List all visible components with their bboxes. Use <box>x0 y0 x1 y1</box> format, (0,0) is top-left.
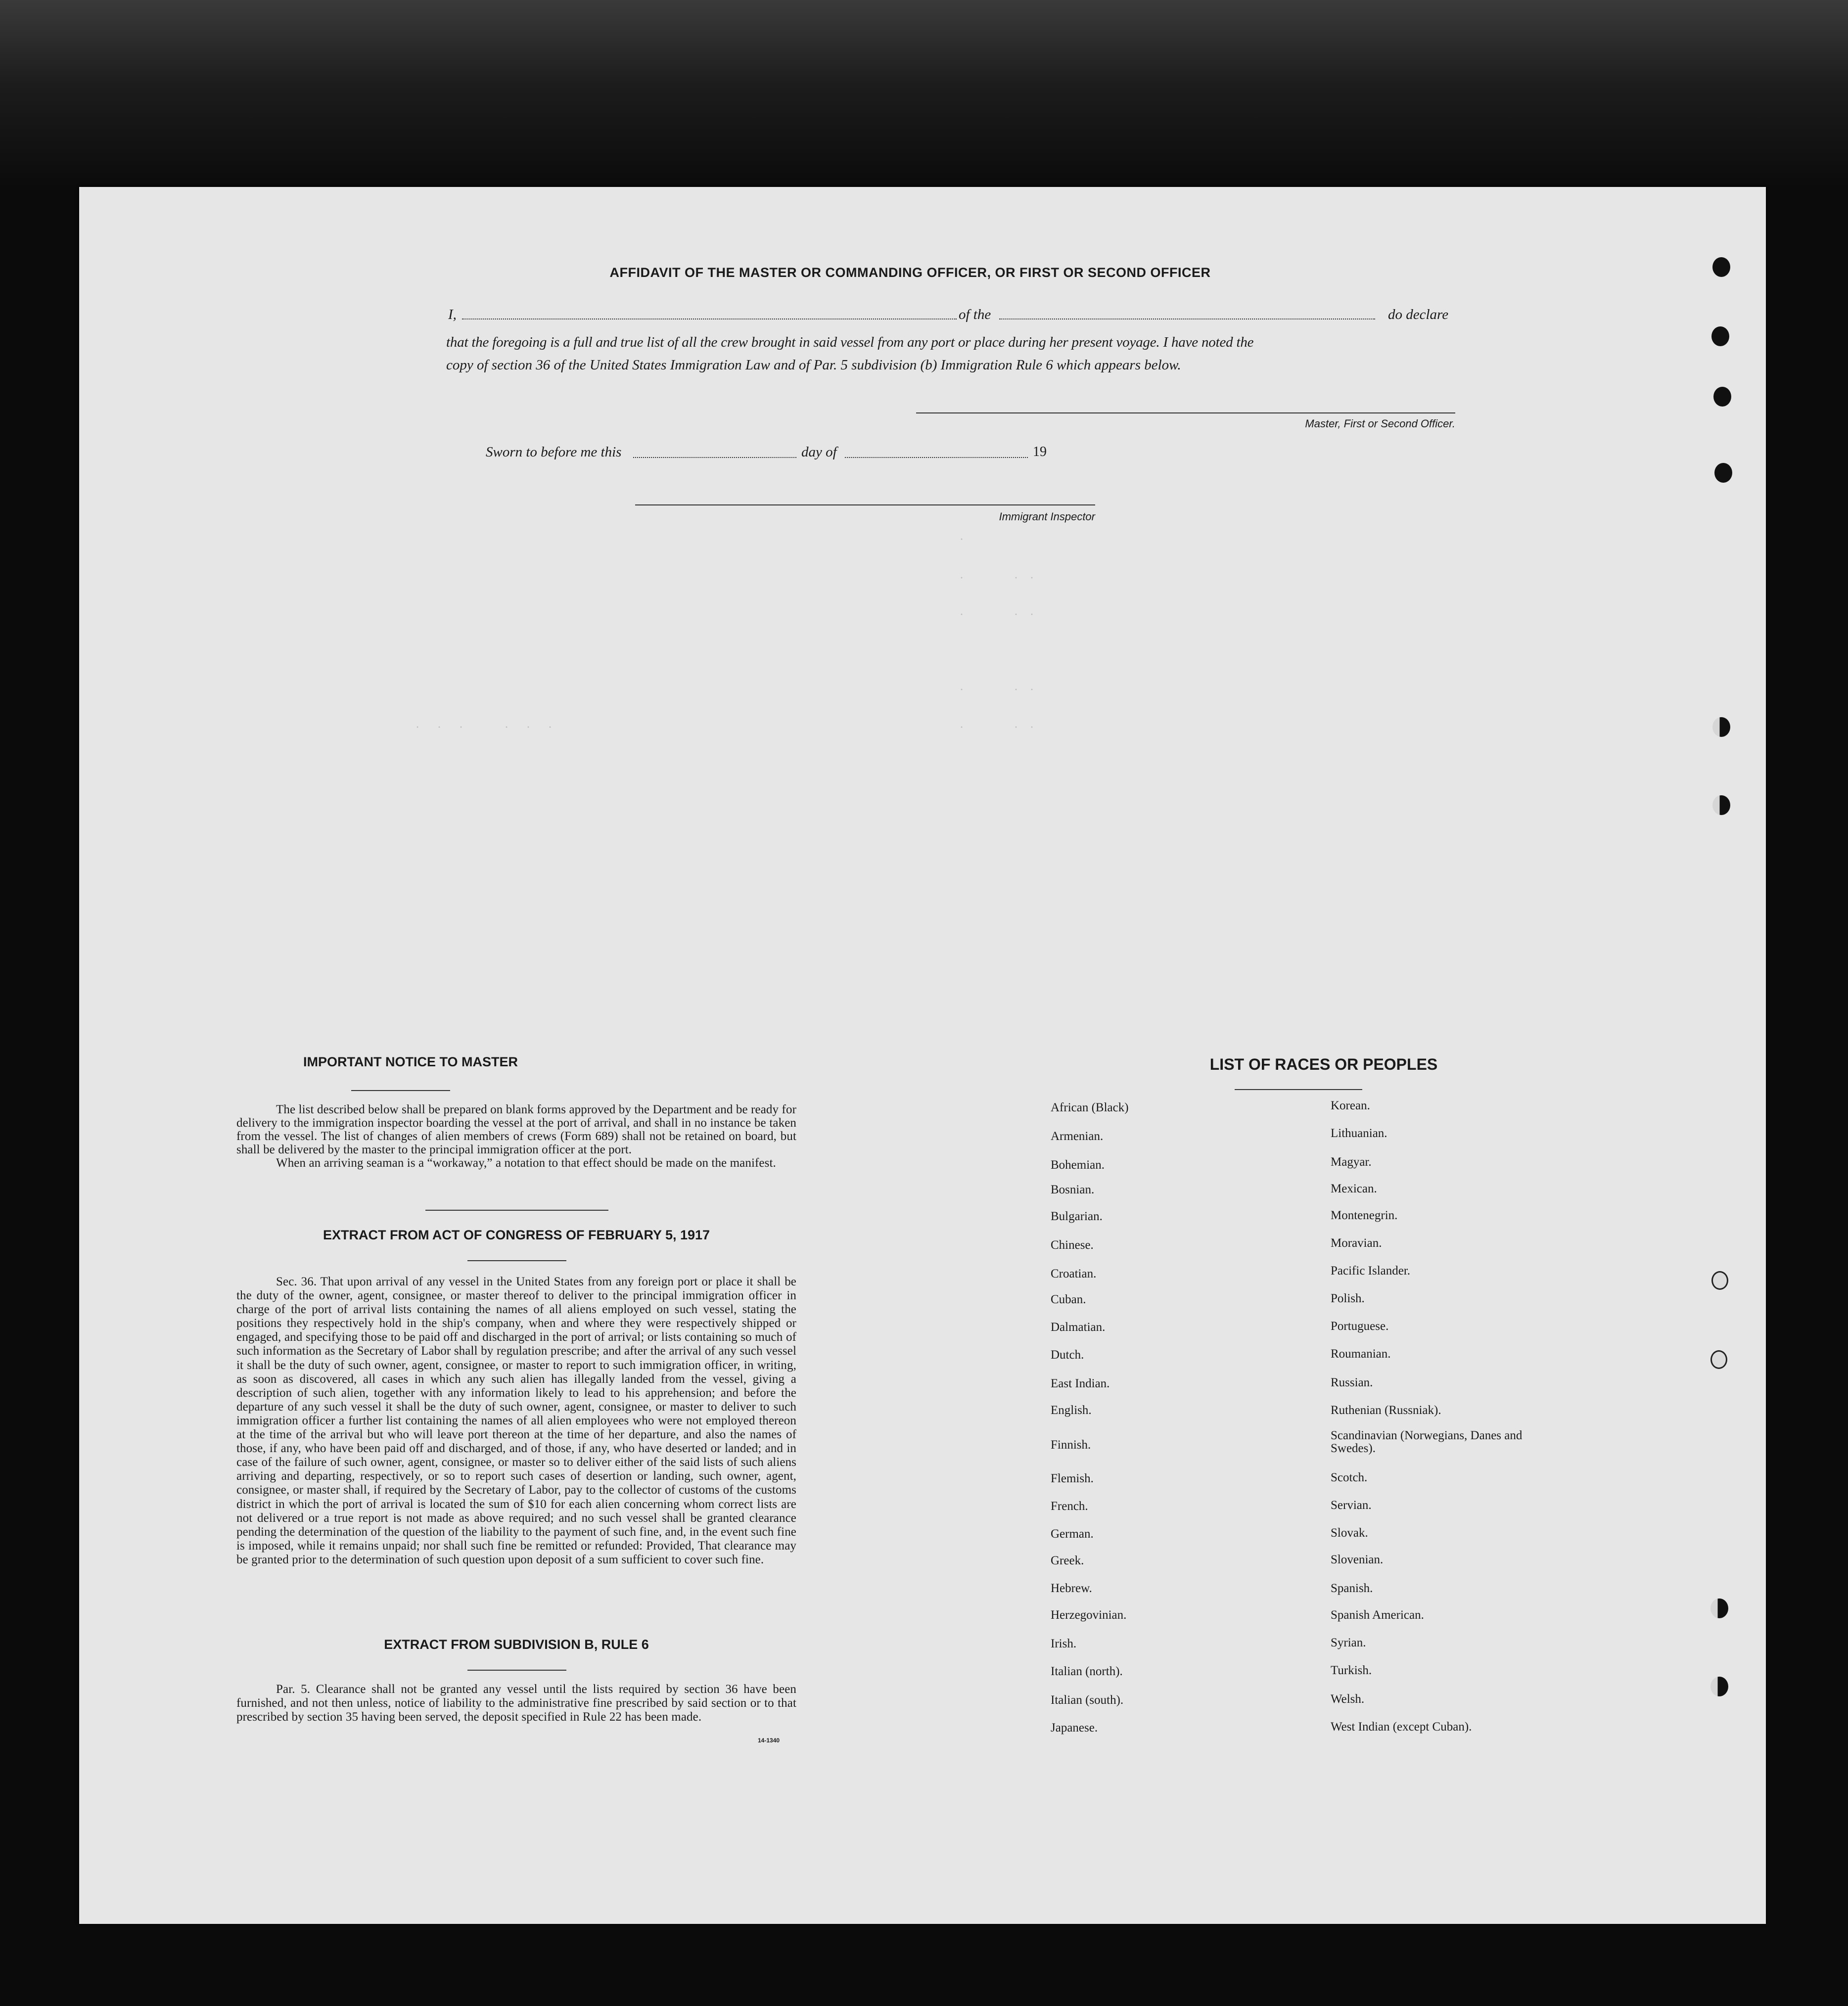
race-left-item: Irish. <box>1051 1637 1077 1650</box>
race-left-item: Bosnian. <box>1051 1183 1095 1196</box>
races-title: LIST OF RACES OR PEOPLES <box>1209 1055 1438 1073</box>
race-right-item: Magyar. <box>1331 1155 1372 1169</box>
race-right-item: Mexican. <box>1331 1182 1377 1195</box>
affidavit-title: AFFIDAVIT OF THE MASTER OR COMMANDING OFFICER, OR FIRST OR SECOND OFFICER <box>609 265 1211 280</box>
race-right-item: Ruthenian (Russniak). <box>1331 1404 1441 1417</box>
bleed-through-mark: · <box>960 533 964 546</box>
act-extract-text: Sec. 36. That upon arrival of any vessel in the United States from any foreign port or place it shall be the duty of the owner, agent, consignee, or master thereof to deliver to the principal immigration officer in charge of the port of arrival lists containing the names of all aliens employed on such vessel, stating the positions they respectively hold in the ship's company, when and where they were respectively shipped or engaged, and specifying those to be paid off and discharged in the port of arrival; or lists containing so much of such information as the Secretary of Labor shall by regulation prescribe; and after the arrival of any such vessel it shall be the duty of such owner, agent, consignee, or master to report to such immigration officer, in writing, as soon as discovered, all cases in which any such alien has illegally landed from the vessel, giving a description of such alien, together with any information likely to lead to his apprehension; and before the departure of any such vessel it shall be the duty of such owner, agent, consignee, or master to deliver to such immigration officer a further list containing the names of all alien employees who were not employed thereon at the time of the arrival but who will leave port thereon at the time of her departure, and also the names of those, if any, who have been paid off and discharged, and of those, if any, who have deserted or landed; and in case of the failure of such owner, agent, consignee, or master so to deliver either of the said lists of such aliens arriving and departing, respectively, or so to report such cases of desertion or landing, such owner, agent, consignee, or master shall, if required by the Secretary of Labor, pay to the collector of customs of the customs district in which the port of arrival is located the sum of $10 for each alien concerning whom correct lists are not delivered or a true report is not made as above required; and no such vessel shall be granted clearance pending the determination of the question of the liability to the payment of such fine, and, in the event such fine is imposed, while it remains unpaid; nor shall such fine be remitted or refunded: Provided, That clearance may be granted prior to the determination of such question upon deposit of a sum sufficient to cover such fine. <box>236 1275 796 1566</box>
race-left-item: Greek. <box>1051 1554 1084 1567</box>
binder-hole <box>1710 1677 1728 1696</box>
year-label: 19 <box>1033 444 1047 459</box>
notice-body <box>236 1103 796 1170</box>
race-right-item: Scotch. <box>1331 1471 1368 1484</box>
bleed-through-mark: · · · <box>960 608 1034 621</box>
rule-extract-body <box>236 1683 796 1724</box>
race-right-item: Spanish. <box>1331 1582 1373 1595</box>
race-left-item: Japanese. <box>1051 1721 1098 1734</box>
sworn-month-field[interactable] <box>845 457 1028 458</box>
race-right-item: Polish. <box>1331 1292 1365 1305</box>
scan-background <box>0 0 1848 188</box>
race-left-item: Cuban. <box>1051 1293 1086 1306</box>
race-right-item: Roumanian. <box>1331 1347 1391 1361</box>
inspector-signature-label: Immigrant Inspector <box>999 510 1095 523</box>
race-left-item: Flemish. <box>1051 1472 1094 1485</box>
race-right-item: Pacific Islander. <box>1331 1264 1411 1277</box>
race-left-item: Chinese. <box>1051 1238 1094 1252</box>
binder-hole <box>1711 326 1729 346</box>
divider <box>351 1090 450 1091</box>
race-left-item: East Indian. <box>1051 1377 1110 1390</box>
race-left-item: French. <box>1051 1500 1088 1513</box>
race-right-item: Slovenian. <box>1331 1553 1384 1566</box>
affidavit-do-declare: do declare <box>1388 307 1449 322</box>
race-right-item: Moravian. <box>1331 1236 1382 1250</box>
bleed-through-mark: · · · · · · <box>416 721 552 734</box>
race-left-item: Italian (north). <box>1051 1665 1123 1678</box>
divider <box>467 1670 566 1671</box>
race-left-item: Herzegovinian. <box>1051 1608 1127 1622</box>
race-left-item: English. <box>1051 1404 1092 1417</box>
race-right-item: Turkish. <box>1331 1664 1372 1677</box>
act-extract-title: EXTRACT FROM ACT OF CONGRESS OF FEBRUARY 5, 1917 <box>323 1228 710 1242</box>
notice-paragraph-2: When an arriving seaman is a “workaway,” a notation to that effect should be made on the manifest. <box>276 1156 776 1170</box>
master-signature-label: Master, First or Second Officer. <box>1305 417 1455 430</box>
form-number: 14-1340 <box>758 1737 780 1744</box>
affidavit-line-2: that the foregoing is a full and true list of all the crew brought in said vessel from any port or place during her present voyage. I have noted the <box>446 334 1254 350</box>
affidavit-i-label: I, <box>448 307 457 322</box>
affidavit-of-the: of the <box>959 307 991 322</box>
rule-extract-text: Par. 5. Clearance shall not be granted any vessel until the lists required by section 36 have been furnished, and not then unless, notice of liability to the administrative fine prescribed by said section or to that prescribed by section 35 having been served, the deposit specified in Rule 22 has been made. <box>236 1683 796 1724</box>
race-right-item: Russian. <box>1331 1376 1373 1389</box>
race-left-item: Dalmatian. <box>1051 1321 1106 1334</box>
race-right-item: Welsh. <box>1331 1692 1365 1706</box>
race-left-item: Finnish. <box>1051 1438 1091 1452</box>
race-right-item: Servian. <box>1331 1499 1372 1512</box>
bleed-through-mark: · · · <box>960 684 1034 696</box>
race-right-item: Portuguese. <box>1331 1320 1389 1333</box>
master-signature-line[interactable] <box>916 412 1455 413</box>
race-right-item: Syrian. <box>1331 1636 1366 1649</box>
race-left-item: African (Black) <box>1051 1101 1129 1114</box>
race-left-item: Dutch. <box>1051 1348 1084 1362</box>
notice-paragraph-1: The list described below shall be prepared on blank forms approved by the Department and be ready for delivery to the immigration inspector boarding the vessel at the port of arrival, and shall in no instance be taken from the vessel. The list of changes of alien members of crews (Form 689) shall not be retained on board, but shall be delivered by the master to the principal immigration officer at the port. <box>236 1103 796 1156</box>
race-right-item: Korean. <box>1331 1099 1370 1112</box>
race-right-item: Spanish American. <box>1331 1608 1424 1622</box>
divider <box>1235 1089 1362 1090</box>
binder-hole <box>1710 1350 1727 1369</box>
sworn-label: Sworn to before me this <box>486 444 622 460</box>
bleed-through-mark: · · · <box>960 721 1034 734</box>
binder-hole <box>1712 717 1730 737</box>
race-right-item: Slovak. <box>1331 1526 1368 1540</box>
rule-extract-title: EXTRACT FROM SUBDIVISION B, RULE 6 <box>384 1637 649 1652</box>
document-page <box>79 187 1766 1924</box>
day-of-label: day of <box>801 444 837 460</box>
binder-hole <box>1712 795 1730 815</box>
binder-hole <box>1711 1271 1728 1290</box>
race-left-item: Bulgarian. <box>1051 1210 1103 1223</box>
race-left-item: Hebrew. <box>1051 1582 1092 1595</box>
act-extract-body <box>236 1275 796 1567</box>
notice-title: IMPORTANT NOTICE TO MASTER <box>303 1054 518 1069</box>
race-right-item: Montenegrin. <box>1331 1209 1398 1222</box>
race-left-item: Bohemian. <box>1051 1158 1105 1172</box>
bleed-through-mark: · · · <box>960 572 1034 585</box>
race-left-item: Armenian. <box>1051 1130 1104 1143</box>
race-right-item: West Indian (except Cuban). <box>1331 1720 1472 1733</box>
binder-hole <box>1714 463 1732 483</box>
affidavit-line-3: copy of section 36 of the United States Immigration Law and of Par. 5 subdivision (b) Immigration Rule 6 which appears below. <box>446 357 1181 373</box>
divider <box>425 1210 608 1211</box>
race-left-item: German. <box>1051 1527 1094 1541</box>
inspector-signature-line[interactable] <box>635 504 1095 505</box>
race-right-item: Scandinavian (Norwegians, Danes and Swedes). <box>1331 1429 1523 1455</box>
binder-hole <box>1710 1598 1728 1618</box>
binder-hole <box>1713 387 1731 407</box>
sworn-day-field[interactable] <box>633 457 796 458</box>
race-right-item: Lithuanian. <box>1331 1127 1387 1140</box>
race-left-item: Croatian. <box>1051 1267 1097 1280</box>
race-left-item: Italian (south). <box>1051 1693 1124 1707</box>
divider <box>467 1260 566 1261</box>
